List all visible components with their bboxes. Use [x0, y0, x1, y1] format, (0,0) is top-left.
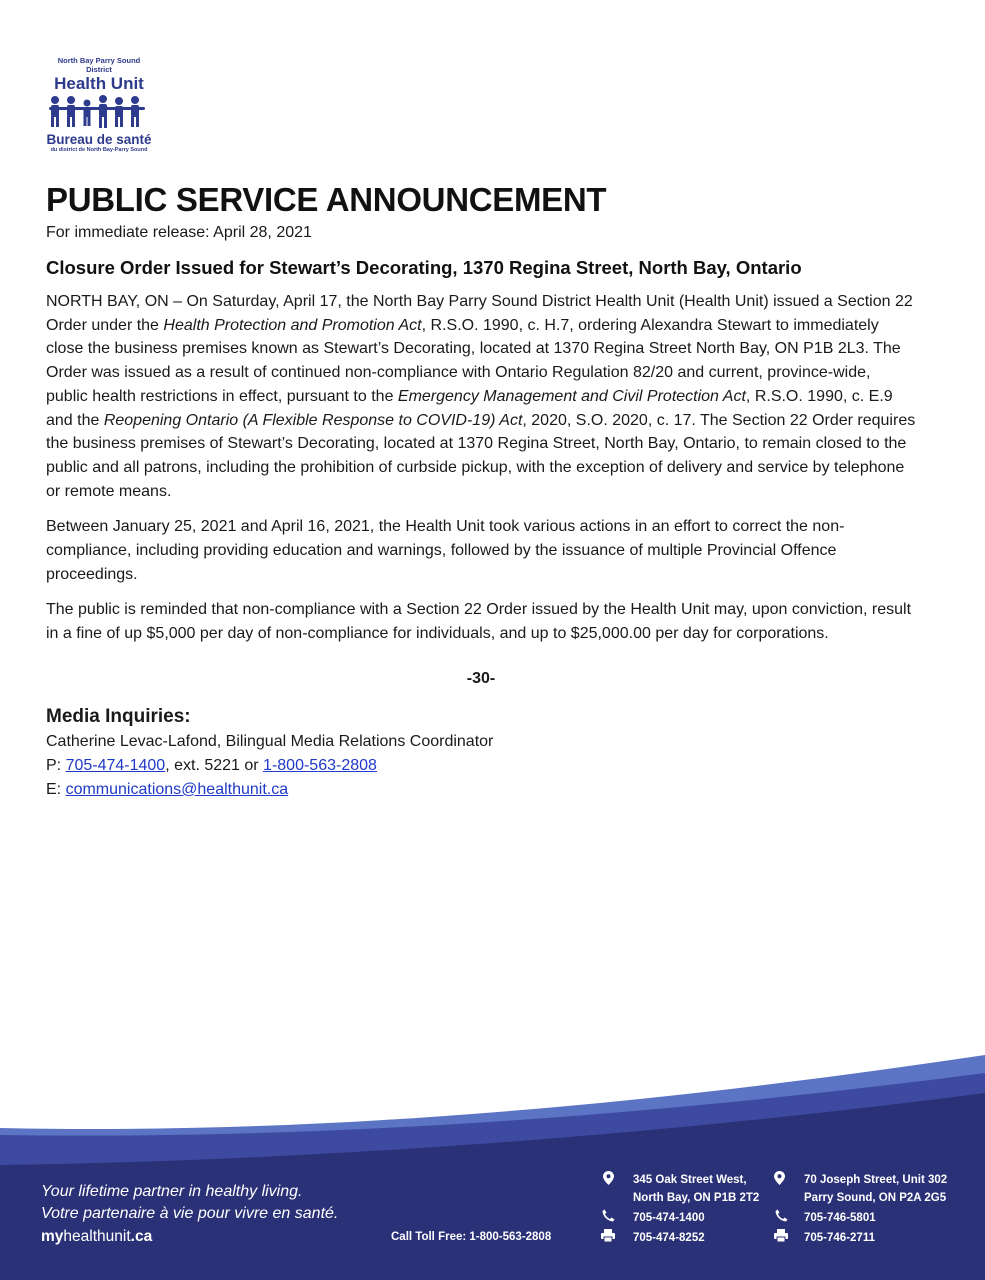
paragraph-2: Between January 25, 2021 and April 16, 2021, the Health Unit took various actions in an effort to correct the non-compliance, including providing education and warnings, followed by the issuance of multiple Provincial Offence proceedings.: [46, 518, 845, 583]
para1-act-name-3: Reopening Ontario (A Flexible Response to COVID-19) Act: [103, 411, 523, 429]
paragraph-3: The public is reminded that non-compliance with a Section 22 Order issued by the Health Unit may, upon conviction, result in a fine of up $5,000 per day of non-compliance for individuals, and up to $25,000.00 per day for corporations.: [46, 601, 912, 643]
media-contact-name: Catherine Levac-Lafond, Bilingual Media Relations Coordinator: [46, 732, 494, 750]
paragraph-1: [46, 290, 916, 503]
site-my: my: [41, 1228, 64, 1245]
logo-bureau-text: Bureau de santé: [46, 132, 152, 147]
email-prefix: E:: [46, 780, 66, 798]
office1-address-line2: North Bay, ON P1B 2T2: [633, 1192, 760, 1204]
media-contact-phone: [46, 754, 916, 778]
office-parry-sound-address: [804, 1171, 947, 1207]
para1-text-e: , R.S.O. 1990, c. E.9 and the: [46, 387, 893, 429]
office2-fax: 705-746-2711: [804, 1232, 875, 1244]
office2-address-line1: 70 Joseph Street, Unit 302: [804, 1174, 948, 1186]
health-unit-logo: [44, 56, 154, 154]
phone-mid-text: , ext. 5221 or: [165, 756, 264, 774]
people-icon: [47, 95, 151, 129]
site-healthunit: healthunit: [63, 1228, 131, 1245]
page-title: PUBLIC SERVICE ANNOUNCEMENT: [46, 181, 607, 218]
logo-district-fr-text: du district de North Bay-Parry Sound: [50, 147, 148, 153]
phone-link-1[interactable]: 705-474-1400: [65, 756, 166, 774]
office-north-bay-address: [633, 1171, 759, 1207]
tagline-french: Votre partenaire à vie pour vivre en santé.: [41, 1205, 339, 1222]
fax-icon: [600, 1229, 616, 1245]
announcement-body: [46, 178, 916, 802]
phone-link-2[interactable]: 1-800-563-2808: [263, 756, 377, 774]
office1-address-line1: 345 Oak Street West,: [633, 1174, 747, 1186]
website-link[interactable]: [41, 1228, 152, 1246]
phone-prefix: P:: [46, 756, 66, 774]
fax-icon: [773, 1229, 789, 1245]
media-heading: Media Inquiries:: [46, 705, 191, 727]
para1-text-c: , R.S.O. 1990, c. H.7, ordering Alexandra Stewart to immediately close the business premises known as Stewart’s Decorating, located at 1370 Regina Street North Bay, ON P1B 2L3. The Order was issued as a result of continued non-compliance with Ontario Regulation 82/20 and current, province-wide, public health restrictions in effect, pursuant to the: [46, 316, 901, 405]
para1-act-name-2: Emergency Management and Civil Protection Act: [397, 387, 746, 405]
phone-icon: [773, 1209, 789, 1225]
footer-tagline: [41, 1181, 338, 1225]
office2-phone: 705-746-5801: [804, 1212, 876, 1224]
logo-health-unit-text: Health Unit: [54, 74, 144, 93]
email-link[interactable]: communications@healthunit.ca: [65, 780, 289, 798]
logo-district-text: North Bay Parry Sound District: [57, 56, 141, 74]
para1-text-a: NORTH BAY, ON – On Saturday, April 17, the North Bay Parry Sound District Health Unit (Health Unit) issued a Section 22 Order under the: [46, 293, 913, 334]
site-ca: .ca: [130, 1228, 153, 1245]
para1-text-g: , 2020, S.O. 2020, c. 17. The Section 22 Order requires the business premises of Stewart’s Decorating, located at 1370 Regina Street, North Bay, Ontario, to remain closed to the public and all patrons, including the prohibition of curbside pickup, with the exception of delivery and service by telephone or remote means.: [46, 411, 916, 500]
toll-free-number: Call Toll Free: 1-800-563-2808: [391, 1231, 552, 1243]
headline: Closure Order Issued for Stewart’s Decorating, 1370 Regina Street, North Bay, Ontario: [46, 257, 802, 278]
end-mark: -30-: [466, 669, 496, 687]
tagline-english: Your lifetime partner in healthy living.: [41, 1183, 303, 1200]
office1-fax: 705-474-8252: [633, 1232, 705, 1244]
office2-address-line2: Parry Sound, ON P2A 2G5: [804, 1192, 947, 1204]
office1-phone: 705-474-1400: [633, 1212, 705, 1224]
media-contact-email: [46, 778, 916, 802]
location-pin-icon: [600, 1171, 616, 1188]
phone-icon: [600, 1209, 616, 1225]
location-pin-icon: [771, 1171, 787, 1188]
release-date: For immediate release: April 28, 2021: [46, 224, 312, 241]
para1-act-name-1: Health Protection and Promotion Act: [163, 316, 422, 334]
